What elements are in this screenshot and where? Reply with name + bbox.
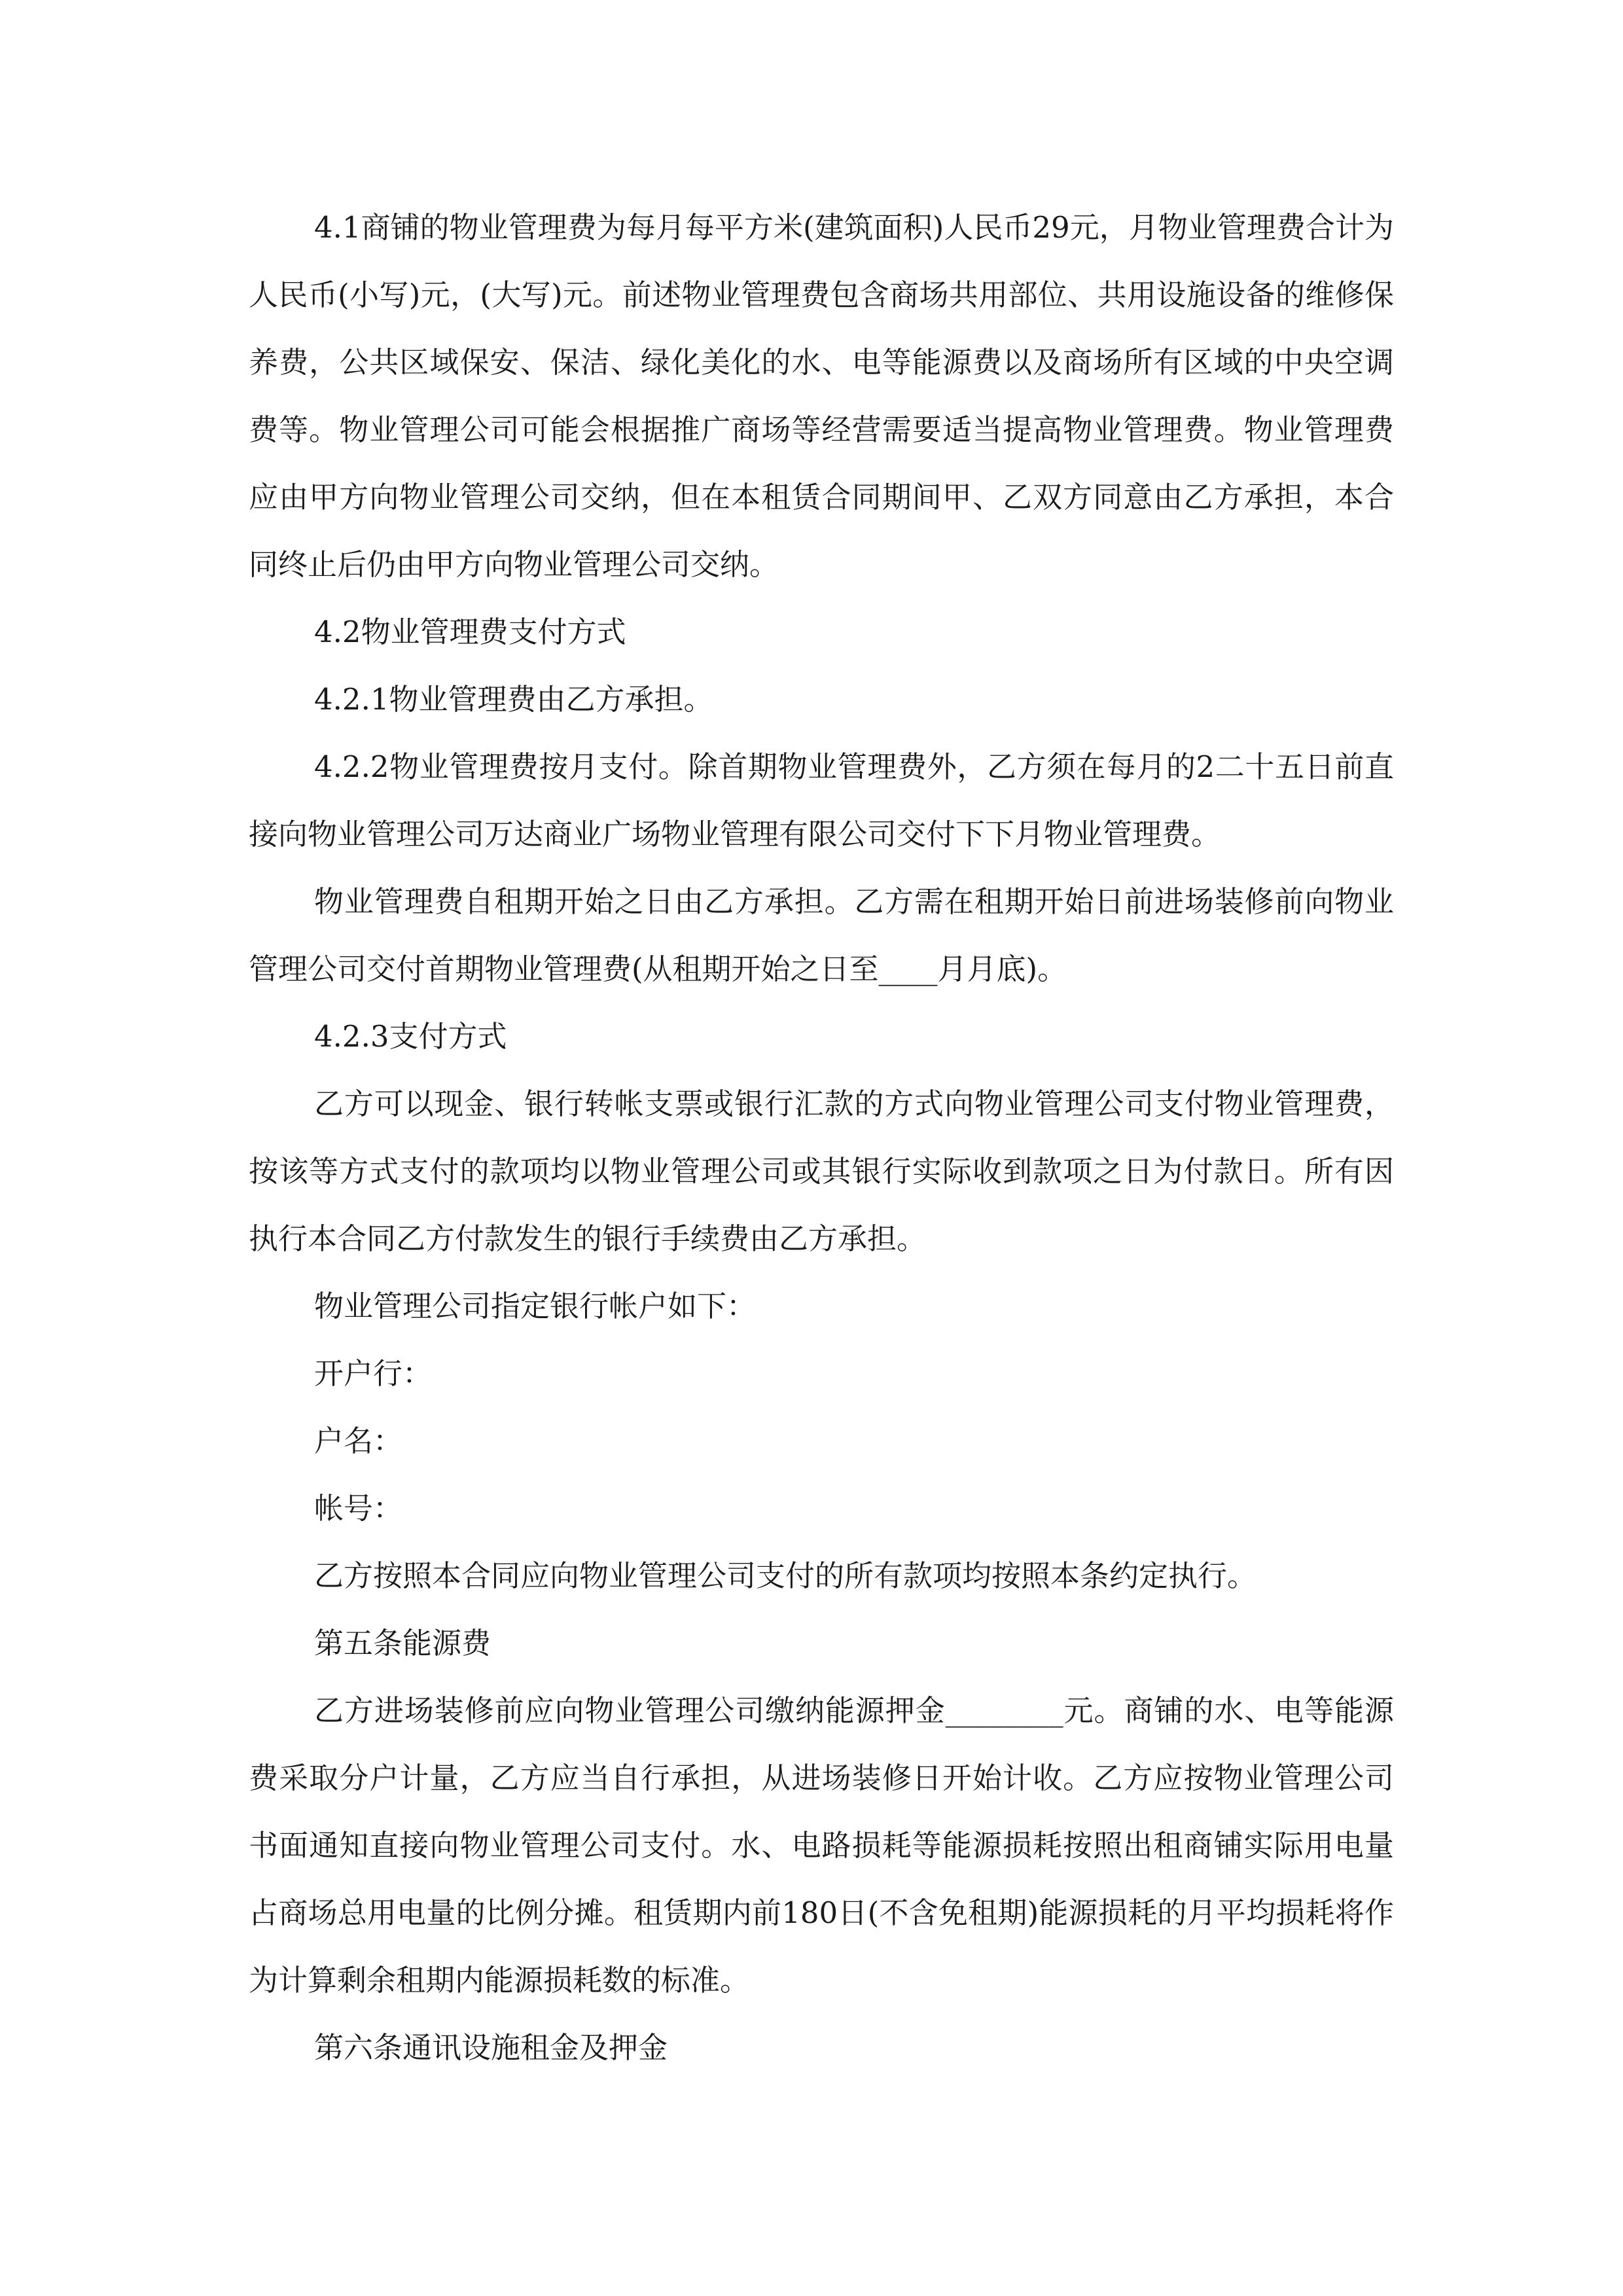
heading-article-5: 第五条能源费 <box>314 1626 491 1660</box>
paragraph-4-2-1: 4.2.1物业管理费由乙方承担。 <box>314 682 713 717</box>
heading-4-2: 4.2物业管理费支付方式 <box>314 615 626 649</box>
paragraph-payment-rule: 乙方按照本合同应向物业管理公司支付的所有款项均按照本条约定执行。 <box>314 1558 1257 1593</box>
heading-4-2-3: 4.2.3支付方式 <box>314 1019 507 1054</box>
paragraph-bank-account-intro: 物业管理公司指定银行帐户如下： <box>314 1289 757 1323</box>
paragraph-4-1: 4.1商铺的物业管理费为每月每平方米(建筑面积)人民币29元，月物业管理费合计为人民币(小写)元，(大写)元。前述物业管理费包含商场共用部位、共用设施设备的维修保养费，公共区域保安、保洁、绿化美化的水、电等能源费以及商场所有区域的中央空调费等。物业管理公司可能会根据推广商场等经营需要适当提高物业管理费。物业管理费应由甲方向物业管理公司交纳，但在本租赁合同期间甲、乙双方同意由乙方承担，本合同终止后仍由甲方向物业管理公司交纳。 <box>249 210 1394 582</box>
paragraph-4-2-2: 4.2.2物业管理费按月支付。除首期物业管理费外，乙方须在每月的2二十五日前直接向物业管理公司万达商业广场物业管理有限公司交付下下月物业管理费。 <box>249 749 1394 852</box>
field-bank-name: 开户行： <box>314 1356 433 1391</box>
paragraph-first-period-fee: 物业管理费自租期开始之日由乙方承担。乙方需在租期开始日前进场装修前向物业管理公司交付首期物业管理费(从租期开始之日至____月月底)。 <box>249 884 1394 986</box>
field-account-name: 户名： <box>314 1424 403 1458</box>
document-page <box>249 194 1394 2081</box>
paragraph-payment-methods: 乙方可以现金、银行转帐支票或银行汇款的方式向物业管理公司支付物业管理费，按该等方式支付的款项均以物业管理公司或其银行实际收到款项之日为付款日。所有因执行本合同乙方付款发生的银行手续费由乙方承担。 <box>249 1086 1394 1256</box>
field-account-number: 帐号： <box>314 1491 403 1526</box>
heading-article-6: 第六条通讯设施租金及押金 <box>314 2030 668 2065</box>
paragraph-energy-fee: 乙方进场装修前应向物业管理公司缴纳能源押金________元。商铺的水、电等能源费采取分户计量，乙方应当自行承担，从进场装修日开始计收。乙方应按物业管理公司书面通知直接向物业管理公司支付。水、电路损耗等能源损耗按照出租商铺实际用电量占商场总用电量的比例分摊。租赁期内前180日(不含免租期)能源损耗的月平均损耗将作为计算剩余租期内能源损耗数的标准。 <box>249 1693 1394 1998</box>
